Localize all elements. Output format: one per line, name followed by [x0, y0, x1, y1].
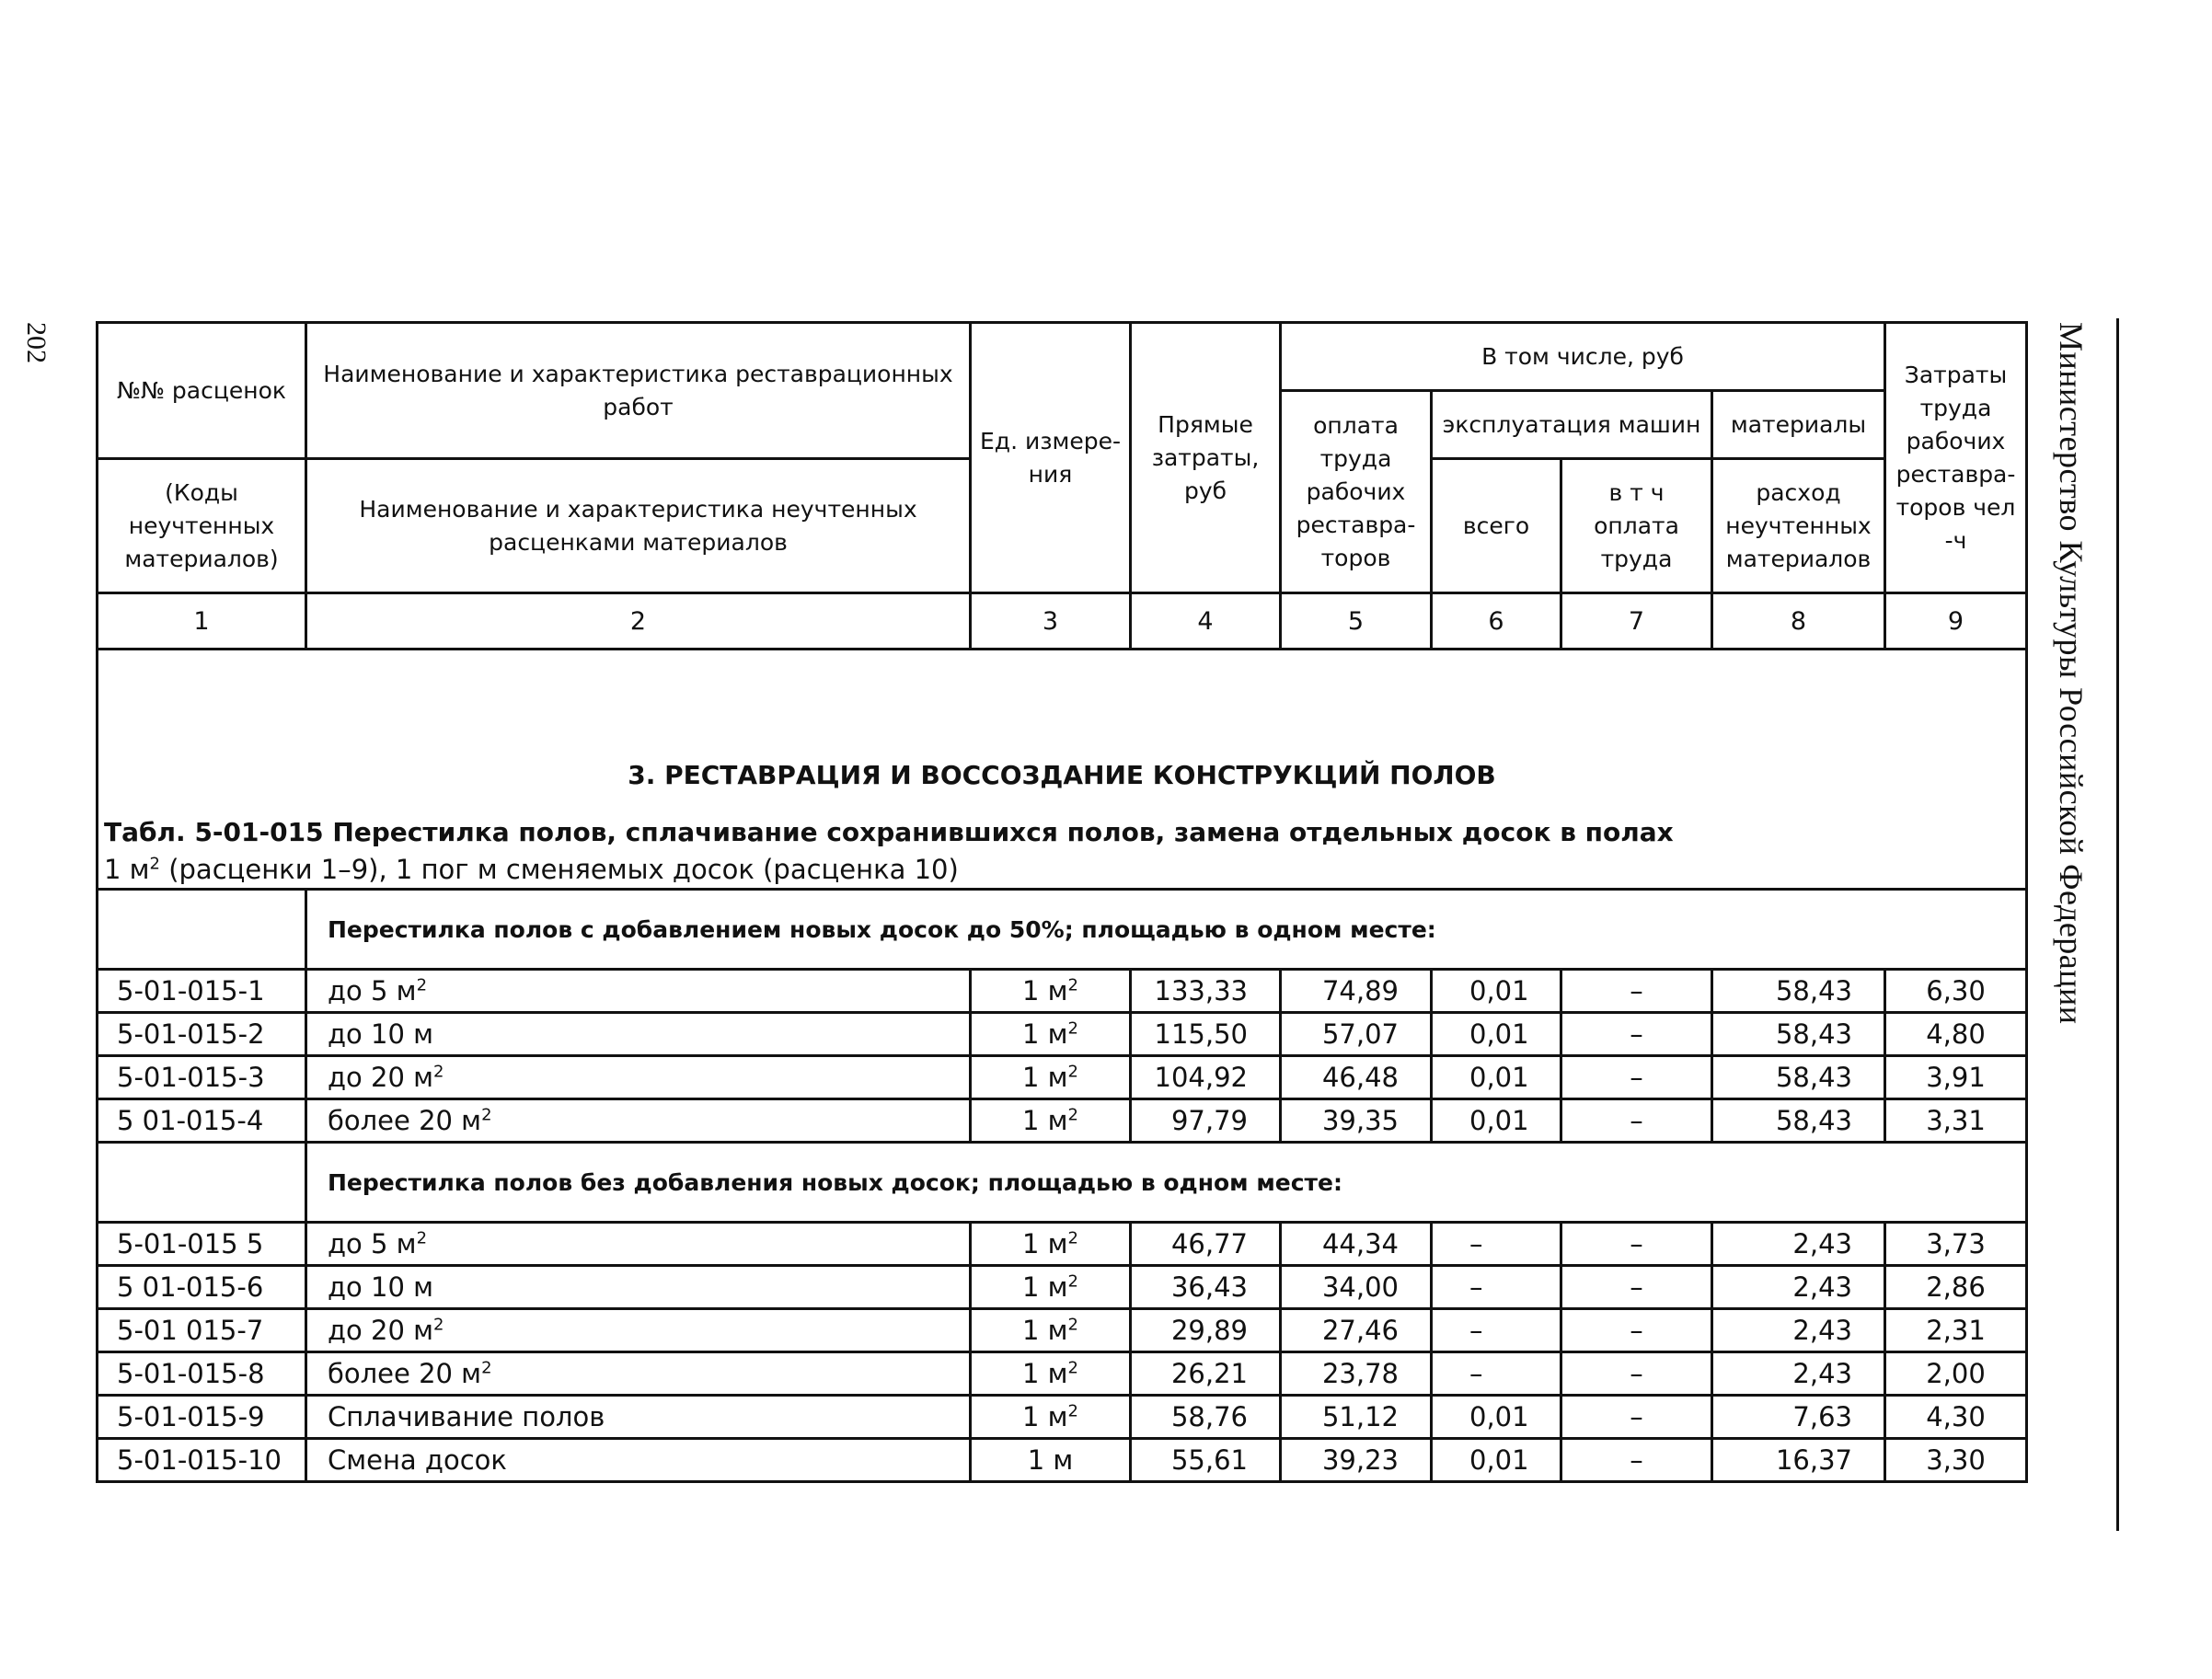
unit-exponent: 2	[1067, 1105, 1078, 1125]
labor-hours: 2,31	[1885, 1309, 2027, 1352]
machines-labor: –	[1561, 1439, 1712, 1482]
machines-labor: –	[1561, 970, 1712, 1013]
group-empty-cell	[98, 890, 306, 970]
labor-hours: 3,30	[1885, 1439, 2027, 1482]
unit-exponent: 2	[1067, 1358, 1078, 1378]
column-number: 6	[1432, 593, 1561, 650]
unit-text: 1 м	[1022, 1358, 1068, 1389]
materials-cost: 58,43	[1712, 1056, 1885, 1099]
work-name-exponent: 2	[433, 1315, 444, 1335]
unit-exponent: 2	[1067, 975, 1078, 995]
unit-text: 1 м	[1022, 1401, 1068, 1432]
unit	[971, 1266, 1131, 1309]
labor-pay: 34,00	[1281, 1266, 1432, 1309]
header-materials: материалы	[1712, 391, 1885, 459]
table-row	[98, 1056, 2027, 1099]
header-material-codes: (Коды неучтенных материалов)	[98, 459, 306, 593]
unit	[971, 1352, 1131, 1396]
unit-exponent: 2	[1067, 1062, 1078, 1082]
unit	[971, 1013, 1131, 1056]
direct-costs: 104,92	[1131, 1056, 1281, 1099]
machines-total: –	[1432, 1223, 1561, 1266]
column-number: 5	[1281, 593, 1432, 650]
labor-hours: 3,31	[1885, 1099, 2027, 1143]
work-name	[306, 1439, 971, 1482]
header-unit: Ед. измере-ния	[971, 323, 1131, 593]
labor-pay: 51,12	[1281, 1396, 1432, 1439]
rate-code: 5-01-015-3	[98, 1056, 306, 1099]
table-row	[98, 1099, 2027, 1143]
table-row	[98, 1439, 2027, 1482]
group-label: Перестилка полов с добавлением новых досок до 50%; площадью в одном месте:	[306, 890, 2027, 970]
materials-cost: 2,43	[1712, 1309, 1885, 1352]
work-name	[306, 1223, 971, 1266]
direct-costs: 58,76	[1131, 1396, 1281, 1439]
work-name	[306, 970, 971, 1013]
header-codes: №№ расценок	[98, 323, 306, 459]
machines-total: –	[1432, 1309, 1561, 1352]
section-title: 3. РЕСТАВРАЦИЯ И ВОССОЗДАНИЕ КОНСТРУКЦИЙ ПОЛОВ	[628, 760, 1496, 790]
direct-costs: 36,43	[1131, 1266, 1281, 1309]
work-name-text: до 10 м	[328, 1271, 434, 1303]
unit-exponent: 2	[1067, 1228, 1078, 1248]
machines-total: 0,01	[1432, 1439, 1561, 1482]
unit-exponent: 2	[1067, 1401, 1078, 1421]
header-including: В том числе, руб	[1281, 323, 1885, 391]
labor-hours: 4,30	[1885, 1396, 2027, 1439]
table-row	[98, 1013, 2027, 1056]
unit-text: 1 м	[1022, 1228, 1068, 1259]
unit-exponent: 2	[1067, 1271, 1078, 1292]
rate-code: 5-01 015-7	[98, 1309, 306, 1352]
machines-total: 0,01	[1432, 1013, 1561, 1056]
work-name-exponent: 2	[481, 1358, 492, 1378]
labor-pay: 46,48	[1281, 1056, 1432, 1099]
machines-labor: –	[1561, 1056, 1712, 1099]
rate-code: 5-01-015-9	[98, 1396, 306, 1439]
section-heading	[98, 650, 2027, 890]
machines-labor: –	[1561, 1396, 1712, 1439]
labor-pay: 39,23	[1281, 1439, 1432, 1482]
header-work-name: Наименование и характеристика реставрационных работ	[306, 323, 971, 459]
machines-labor: –	[1561, 1013, 1712, 1056]
unit-text: 1 м	[1022, 1105, 1068, 1136]
work-name-text: до 20 м	[328, 1315, 434, 1346]
work-name-exponent: 2	[481, 1105, 492, 1125]
unit-text: 1 м	[1022, 975, 1068, 1006]
column-number: 3	[971, 593, 1131, 650]
table-body	[98, 650, 2027, 1482]
header-labor-hours: Затраты труда рабочих реставра-торов чел -ч	[1885, 323, 2027, 593]
materials-cost: 58,43	[1712, 1099, 1885, 1143]
work-name	[306, 1266, 971, 1309]
machines-labor: –	[1561, 1266, 1712, 1309]
labor-pay: 74,89	[1281, 970, 1432, 1013]
materials-cost: 16,37	[1712, 1439, 1885, 1482]
labor-hours: 2,00	[1885, 1352, 2027, 1396]
side-title: Министерство Культуры Российской Федерации	[2053, 322, 2090, 1025]
table-row	[98, 1309, 2027, 1352]
machines-labor: –	[1561, 1099, 1712, 1143]
work-name-exponent: 2	[416, 975, 427, 995]
table-row	[98, 1223, 2027, 1266]
column-number: 2	[306, 593, 971, 650]
machines-total: 0,01	[1432, 1396, 1561, 1439]
column-number: 8	[1712, 593, 1885, 650]
machines-total: –	[1432, 1266, 1561, 1309]
labor-pay: 27,46	[1281, 1309, 1432, 1352]
group-row	[98, 1143, 2027, 1223]
work-name-text: Смена досок	[328, 1444, 507, 1476]
table-unit-prefix: 1 м	[104, 854, 150, 885]
labor-pay: 39,35	[1281, 1099, 1432, 1143]
machines-total: –	[1432, 1352, 1561, 1396]
materials-cost: 2,43	[1712, 1266, 1885, 1309]
unit	[971, 1396, 1131, 1439]
header-materials-consumption: расход неучтенных материалов	[1712, 459, 1885, 593]
materials-cost: 7,63	[1712, 1396, 1885, 1439]
unit	[971, 1099, 1131, 1143]
unit-exponent: 2	[1067, 1315, 1078, 1335]
work-name	[306, 1056, 971, 1099]
labor-hours: 6,30	[1885, 970, 2027, 1013]
work-name-text: до 20 м	[328, 1062, 434, 1093]
direct-costs: 115,50	[1131, 1013, 1281, 1056]
work-name-exponent: 2	[433, 1062, 444, 1082]
header-machines-labor: в т ч оплата труда	[1561, 459, 1712, 593]
labor-hours: 3,73	[1885, 1223, 2027, 1266]
rate-code: 5 01-015-6	[98, 1266, 306, 1309]
unit	[971, 1223, 1131, 1266]
direct-costs: 97,79	[1131, 1099, 1281, 1143]
direct-costs: 46,77	[1131, 1223, 1281, 1266]
rate-code: 5-01-015-1	[98, 970, 306, 1013]
direct-costs: 133,33	[1131, 970, 1281, 1013]
table-row	[98, 970, 2027, 1013]
materials-cost: 58,43	[1712, 970, 1885, 1013]
column-number: 7	[1561, 593, 1712, 650]
work-name	[306, 1013, 971, 1056]
header-machines-total: всего	[1432, 459, 1561, 593]
column-number: 9	[1885, 593, 2027, 650]
table-row	[98, 1266, 2027, 1309]
unit-text: 1 м	[1022, 1018, 1068, 1050]
unit-text: 1 м	[1022, 1315, 1068, 1346]
work-name-text: до 10 м	[328, 1018, 434, 1050]
group-row	[98, 890, 2027, 970]
rate-code: 5-01-015-10	[98, 1439, 306, 1482]
machines-labor: –	[1561, 1352, 1712, 1396]
group-label: Перестилка полов без добавления новых досок; площадью в одном месте:	[306, 1143, 2027, 1223]
group-empty-cell	[98, 1143, 306, 1223]
unit-exponent: 2	[1067, 1018, 1078, 1039]
labor-hours: 2,86	[1885, 1266, 2027, 1309]
work-name	[306, 1352, 971, 1396]
work-name	[306, 1396, 971, 1439]
table-row	[98, 1352, 2027, 1396]
unit	[971, 970, 1131, 1013]
header-direct-costs: Прямые затраты, руб	[1131, 323, 1281, 593]
header-labor-pay: оплата труда рабочих реставра-торов	[1281, 391, 1432, 593]
work-name-text: более 20 м	[328, 1358, 482, 1389]
page-number: 202	[21, 322, 52, 363]
work-name	[306, 1099, 971, 1143]
column-number: 1	[98, 593, 306, 650]
header-material-name: Наименование и характеристика неучтенных расценками материалов	[306, 459, 971, 593]
materials-cost: 2,43	[1712, 1223, 1885, 1266]
work-name-text: до 5 м	[328, 975, 417, 1006]
machines-total: 0,01	[1432, 1056, 1561, 1099]
work-name-text: до 5 м	[328, 1228, 417, 1259]
direct-costs: 26,21	[1131, 1352, 1281, 1396]
price-table	[96, 321, 2028, 1483]
table-row	[98, 1396, 2027, 1439]
labor-pay: 44,34	[1281, 1223, 1432, 1266]
work-name-text: более 20 м	[328, 1105, 482, 1136]
rate-code: 5-01-015-2	[98, 1013, 306, 1056]
work-name	[306, 1309, 971, 1352]
header-machines: эксплуатация машин	[1432, 391, 1712, 459]
rate-code: 5-01-015-8	[98, 1352, 306, 1396]
unit	[971, 1056, 1131, 1099]
materials-cost: 58,43	[1712, 1013, 1885, 1056]
work-name-text: Сплачивание полов	[328, 1401, 605, 1432]
work-name-exponent: 2	[416, 1228, 427, 1248]
column-numbers-row	[98, 593, 2027, 650]
table-unit-rest: (расценки 1–9), 1 пог м сменяемых досок (расценка 10)	[159, 854, 959, 885]
machines-labor: –	[1561, 1309, 1712, 1352]
unit	[971, 1439, 1131, 1482]
unit-text: 1 м	[1022, 1062, 1068, 1093]
unit	[971, 1309, 1131, 1352]
table-title: Табл. 5-01-015 Перестилка полов, сплачивание сохранившихся полов, замена отдельных досок в полах	[104, 817, 1674, 847]
materials-cost: 2,43	[1712, 1352, 1885, 1396]
unit-text: 1 м	[1022, 1271, 1068, 1303]
machines-total: 0,01	[1432, 1099, 1561, 1143]
rate-code: 5-01-015 5	[98, 1223, 306, 1266]
table-unit-exponent: 2	[149, 854, 160, 874]
unit-text: 1 м	[1027, 1444, 1074, 1476]
direct-costs: 55,61	[1131, 1439, 1281, 1482]
column-number: 4	[1131, 593, 1281, 650]
table-header	[98, 323, 2027, 650]
table-unit	[104, 851, 2020, 888]
direct-costs: 29,89	[1131, 1309, 1281, 1352]
machines-labor: –	[1561, 1223, 1712, 1266]
machines-total: 0,01	[1432, 970, 1561, 1013]
labor-pay: 57,07	[1281, 1013, 1432, 1056]
labor-hours: 3,91	[1885, 1056, 2027, 1099]
rate-code: 5 01-015-4	[98, 1099, 306, 1143]
labor-pay: 23,78	[1281, 1352, 1432, 1396]
labor-hours: 4,80	[1885, 1013, 2027, 1056]
